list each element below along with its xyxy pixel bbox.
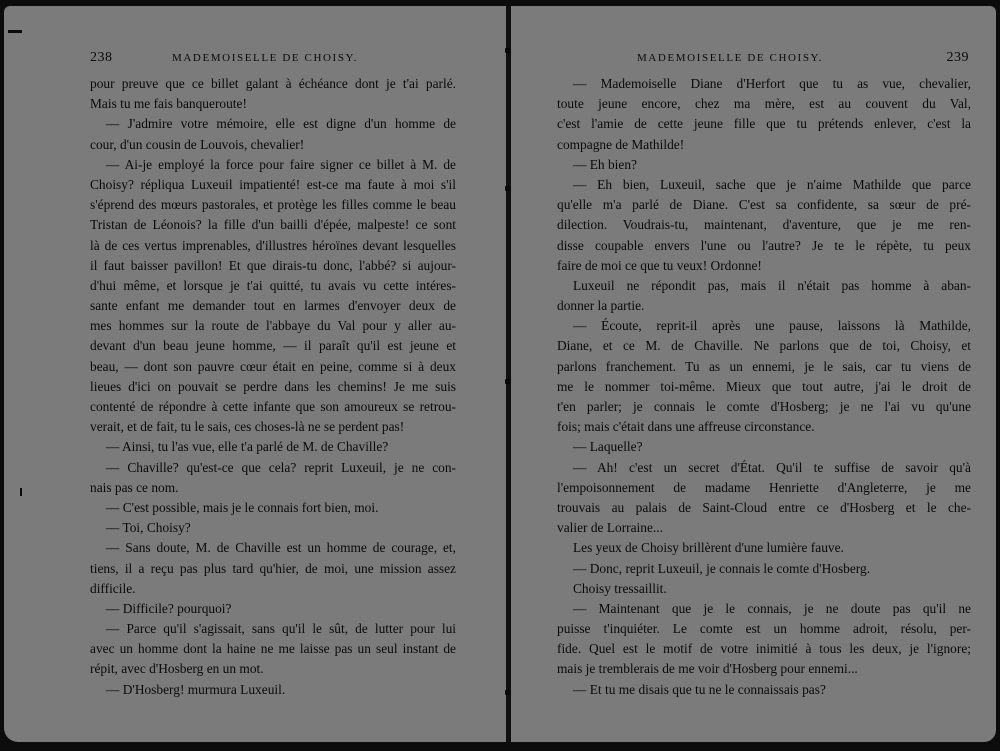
text-line: Tristan de Léonois? la fille d'un bailli d'épée, malpeste! ce sont (90, 217, 456, 233)
left-page (4, 6, 506, 742)
text-line: — Ainsi, tu l'as vue, elle t'a parlé de M. de Chaville? (106, 439, 389, 455)
text-line: Choisy tressaillit. (573, 580, 667, 596)
left-page-body (90, 74, 456, 700)
left-page-number: 238 (90, 50, 113, 65)
text-line: pour preuve que ce billet galant à échéance dont je t'ai parlé. (90, 76, 456, 91)
text-line: — Chaville? qu'est-ce que cela? reprit Luxeuil, je ne con- (106, 459, 456, 475)
text-line: puisse t'inquiéter. Le comte est un homme adroit, résolu, per- (557, 621, 971, 637)
text-line: compagne de Mathilde! (557, 136, 685, 152)
text-line: fois; mais c'était dans une affreuse circonstance. (557, 419, 815, 435)
text-line: Les yeux de Choisy brillèrent d'une lumière fauve. (573, 540, 844, 556)
text-line: — Toi, Choisy? (106, 520, 191, 536)
text-line: Luxeuil ne répondit pas, mais il n'était pas homme à aban- (573, 277, 971, 293)
text-line: Diane, et ce M. de Chaville. Ne parlons que de toi, Choisy, et (557, 338, 971, 354)
text-line: — Mademoiselle Diane d'Herfort que tu as vue, chevalier, (573, 76, 971, 91)
text-line: faire de moi ce que tu veux! Ordonne! (557, 257, 762, 273)
left-page-header (88, 48, 460, 68)
text-line: — Donc, reprit Luxeuil, je connais le comte d'Hosberg. (573, 560, 871, 576)
text-line: me le nommer toi-même. Mieux que tout autre, j'ai le droit de (557, 378, 971, 394)
text-line: l'empoisonnement de madame Henriette d'Angleterre, je me (557, 479, 971, 495)
text-line: — Sans doute, M. de Chaville est un homme de courage, et, (106, 540, 456, 556)
text-line: verait, et de fait, tu le sais, ces choses-là ne se perdent pas! (90, 419, 405, 435)
text-line: répit, avec d'Hosberg en un mot. (90, 661, 264, 677)
text-line: Choisy? répliqua Luxeuil impatienté! est-ce ma faute à moi s'il (90, 176, 456, 192)
scan-speck (8, 30, 22, 33)
text-line: — Ai-je employé la force pour faire signer ce billet à M. de (106, 156, 456, 172)
text-line: parlons franchement. Tu as un ennemi, je le sais, car tu viens de (557, 358, 971, 374)
text-line: c'est l'amie de cette jeune fille que tu prétends enlever, c'est la (557, 116, 971, 132)
text-line: dilection. Voudrais-tu, maintenant, d'aventure, que je me ren- (557, 217, 971, 233)
text-line: fide. Quel est le motif de votre inimitié à tous les deux, je l'ignore; (557, 641, 971, 657)
text-line: — Écoute, reprit-il après une pause, laissons là Mathilde, (573, 318, 971, 334)
scan-speck (20, 488, 22, 496)
text-line: difficile. (90, 580, 136, 596)
text-line: Mais tu me fais banqueroute! (90, 96, 247, 112)
text-line: s'éprend des mœurs pastorales, et protège les filles comme le beau (90, 197, 456, 213)
right-running-title: MADEMOISELLE DE CHOISY. (637, 52, 824, 64)
text-line: — Et tu me disais que tu ne le connaissais pas? (573, 681, 826, 697)
text-line: il faut baisser pavillon! Et que dirais-tu donc, l'abbé? si aujour- (90, 257, 456, 273)
text-line: — Maintenant que je le connais, je ne doute pas qu'il ne (573, 600, 971, 616)
text-line: — D'Hosberg! murmura Luxeuil. (106, 681, 286, 697)
text-line: mais je tremblerais de me voir d'Hosberg pour ennemi... (557, 661, 858, 677)
text-line: t'en parler; je connais le comte d'Hosberg; je ne l'ai vu qu'une (557, 399, 971, 414)
text-line: d'hui même, et lorsque je t'ai quitté, tu avais vu cette intéres- (90, 277, 456, 293)
text-line: — Ah! c'est un secret d'État. Qu'il te suffise de savoir qu'à (573, 459, 971, 475)
text-line: avec un homme dont la haine ne me laisse pas un seul instant de (90, 641, 456, 657)
text-line: — Eh bien, Luxeuil, sache que je n'aime Mathilde que parce (573, 176, 971, 192)
text-line: beau, — dont son pauvre cœur était en peine, comme si à deux (90, 358, 456, 374)
text-line: nais pas ce nom. (90, 479, 179, 495)
text-line: valier de Lorraine... (557, 520, 663, 536)
text-line: mes hommes sur la route de l'abbaye du Val pour y aller au- (90, 318, 456, 334)
text-line: — Difficile? pourquoi? (106, 600, 232, 616)
text-line: — C'est possible, mais je le connais fort bien, moi. (106, 499, 379, 515)
right-page (511, 6, 996, 742)
text-line: sante enfant me demander tout en larmes d'envoyer deux de (90, 298, 456, 314)
text-line: qu'elle m'a parlé de Diane. C'est sa confidente, sa sœur de pré- (557, 197, 971, 213)
text-line: — J'admire votre mémoire, elle est digne d'un homme de (106, 116, 456, 132)
text-line: — Eh bien? (573, 156, 637, 172)
text-line: donner la partie. (557, 298, 645, 314)
right-page-body (557, 74, 971, 700)
text-line: disse coupable envers l'une ou l'autre? Je te le répète, tu peux (557, 237, 971, 253)
right-page-header (559, 48, 969, 68)
text-line: — Parce qu'il s'agissait, sans qu'il le sût, de lutter pour lui (106, 621, 456, 637)
text-line: contenté de répondre à cette infante que son amoureux se retrou- (90, 399, 456, 414)
text-line: lieues d'ici on pouvait se perdre dans les chemins! Je me suis (90, 378, 456, 394)
text-line: devant d'un beau jeune homme, — il paraît qu'il est jeune et (90, 338, 456, 354)
left-running-title: MADEMOISELLE DE CHOISY. (172, 52, 359, 64)
text-line: tiens, il a reçu pas plus tard qu'hier, de moi, une mission assez (90, 560, 456, 576)
text-line: là de ces vertus imprenables, d'illustres héroïnes devant lesquelles (90, 237, 456, 253)
text-line: — Laquelle? (573, 439, 643, 455)
text-line: trouvais au palais de Saint-Cloud entre ce d'Hosberg et le che- (557, 499, 971, 515)
text-line: cour, d'un cousin de Louvois, chevalier! (90, 136, 305, 152)
text-line: toute jeune encore, chez ma mère, est au couvent du Val, (557, 96, 971, 112)
right-page-number: 239 (946, 50, 969, 65)
